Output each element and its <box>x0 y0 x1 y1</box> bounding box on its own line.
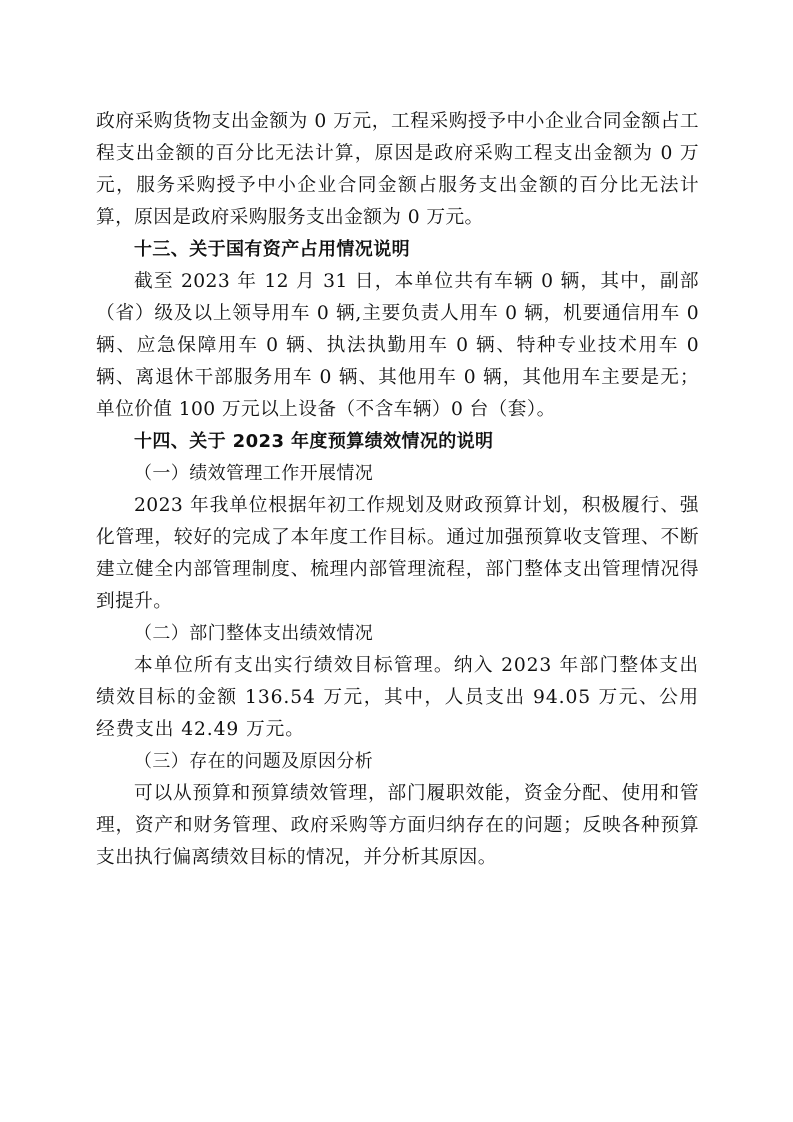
document-body <box>96 106 699 874</box>
paragraph-procurement: 政府采购货物支出金额为 0 万元，工程采购授予中小企业合同金额占工程支出金额的百分比无法计算，原因是政府采购工程支出金额为 0 万元，服务采购授予中小企业合同金额占服务支出金额的百分比无法计算，原因是政府采购服务支出金额为 0 万元。 <box>96 111 699 228</box>
subheading-performance-management: （一）绩效管理工作开展情况 <box>134 463 374 484</box>
section-heading-14: 十四、关于 2023 年度预算绩效情况的说明 <box>134 431 494 452</box>
paragraph-assets: 截至 2023 年 12 月 31 日，本单位共有车辆 0 辆，其中，副部（省）级及以上领导用车 0 辆,主要负责人用车 0 辆，机要通信用车 0 辆、应急保障用车 0 辆、执法执勤用车 0 辆、特种专业技术用车 0 辆、离退休干部服务用车 0 辆、其他用车 0 辆，其他用车主要是无；单位价值 100 万元以上设备（不含车辆）0 台（套）。 <box>96 271 699 420</box>
subheading-problems-analysis: （三）存在的问题及原因分析 <box>134 751 374 772</box>
paragraph-performance-management: 2023 年我单位根据年初工作规划及财政预算计划，积极履行、强化管理，较好的完成了本年度工作目标。通过加强预算收支管理、不断建立健全内部管理制度、梳理内部管理流程，部门整体支出管理情况得到提升。 <box>96 495 699 612</box>
paragraph-problems-analysis: 可以从预算和预算绩效管理，部门履职效能，资金分配、使用和管理，资产和财务管理、政府采购等方面归纳存在的问题；反映各种预算支出执行偏离绩效目标的情况，并分析其原因。 <box>96 783 699 868</box>
subheading-overall-expenditure: （二）部门整体支出绩效情况 <box>134 623 374 644</box>
section-heading-13: 十三、关于国有资产占用情况说明 <box>134 239 410 260</box>
paragraph-overall-expenditure: 本单位所有支出实行绩效目标管理。纳入 2023 年部门整体支出绩效目标的金额 136.54 万元，其中，人员支出 94.05 万元、公用经费支出 42.49 万元。 <box>96 655 699 740</box>
